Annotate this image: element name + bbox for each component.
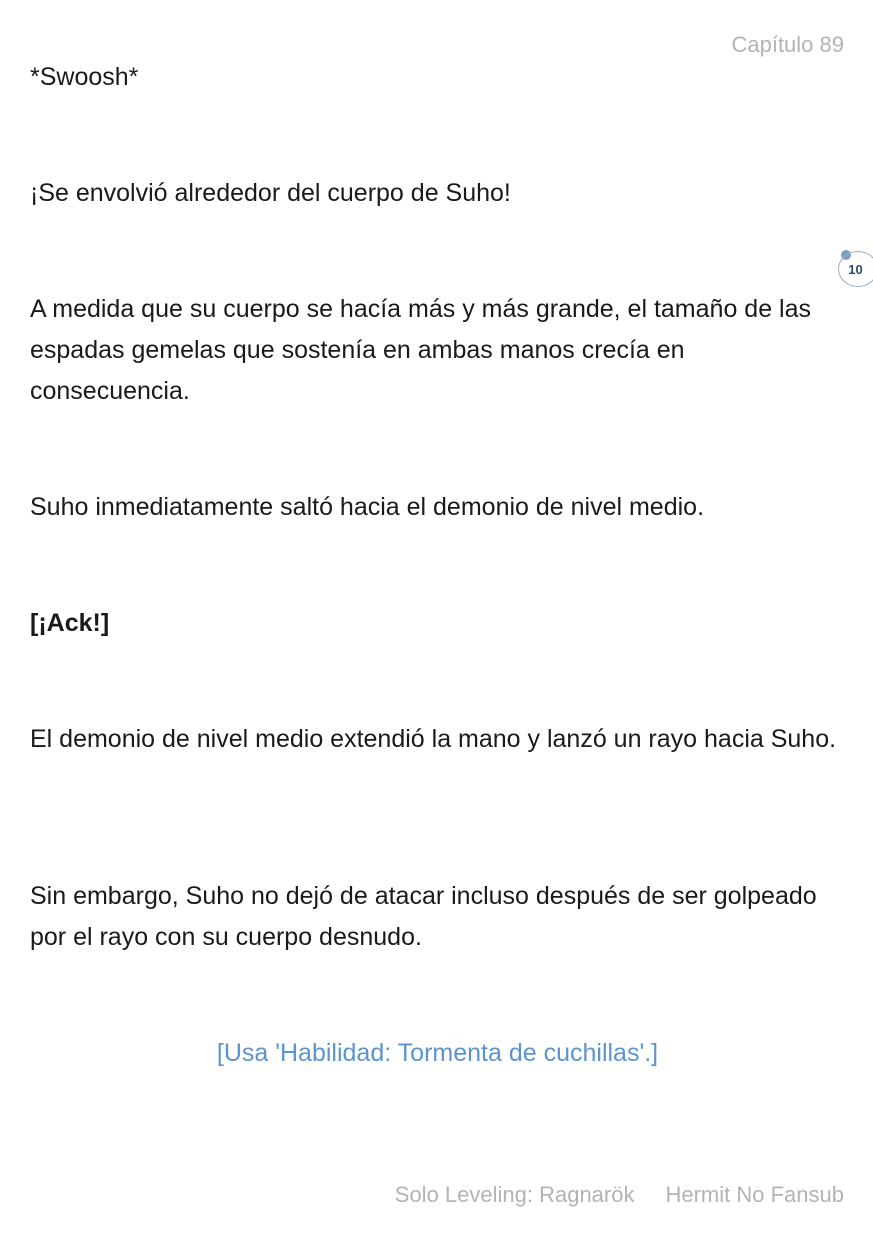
paragraph-7: Sin embargo, Suho no dejó de atacar incluso después de ser golpeado por el rayo con su cuerpo desnudo. <box>30 882 817 951</box>
paragraph-1: *Swoosh* <box>30 63 139 91</box>
system-message: [Usa 'Habilidad: Tormenta de cuchillas'.] <box>216 1039 659 1067</box>
footer-credit: Hermit No Fansub <box>665 1182 844 1207</box>
paragraph-5-dialogue: [¡Ack!] <box>30 609 110 637</box>
paragraph-6: El demonio de nivel medio extendió la mano y lanzó un rayo hacia Suho. <box>30 725 837 753</box>
paragraph-3: A medida que su cuerpo se hacía más y más grande, el tamaño de las espadas gemelas que sostenía en ambas manos crecía en consecuencia. <box>30 295 812 405</box>
footer-title: Solo Leveling: Ragnarök <box>394 1182 635 1207</box>
paragraph-2: ¡Se envolvió alrededor del cuerpo de Suho! <box>30 179 511 207</box>
footer <box>395 1182 844 1208</box>
page-number-badge[interactable]: 10 <box>838 251 873 287</box>
paragraph-4: Suho inmediatamente saltó hacia el demonio de nivel medio. <box>30 493 705 521</box>
chapter-label: Capítulo 89 <box>731 32 844 57</box>
